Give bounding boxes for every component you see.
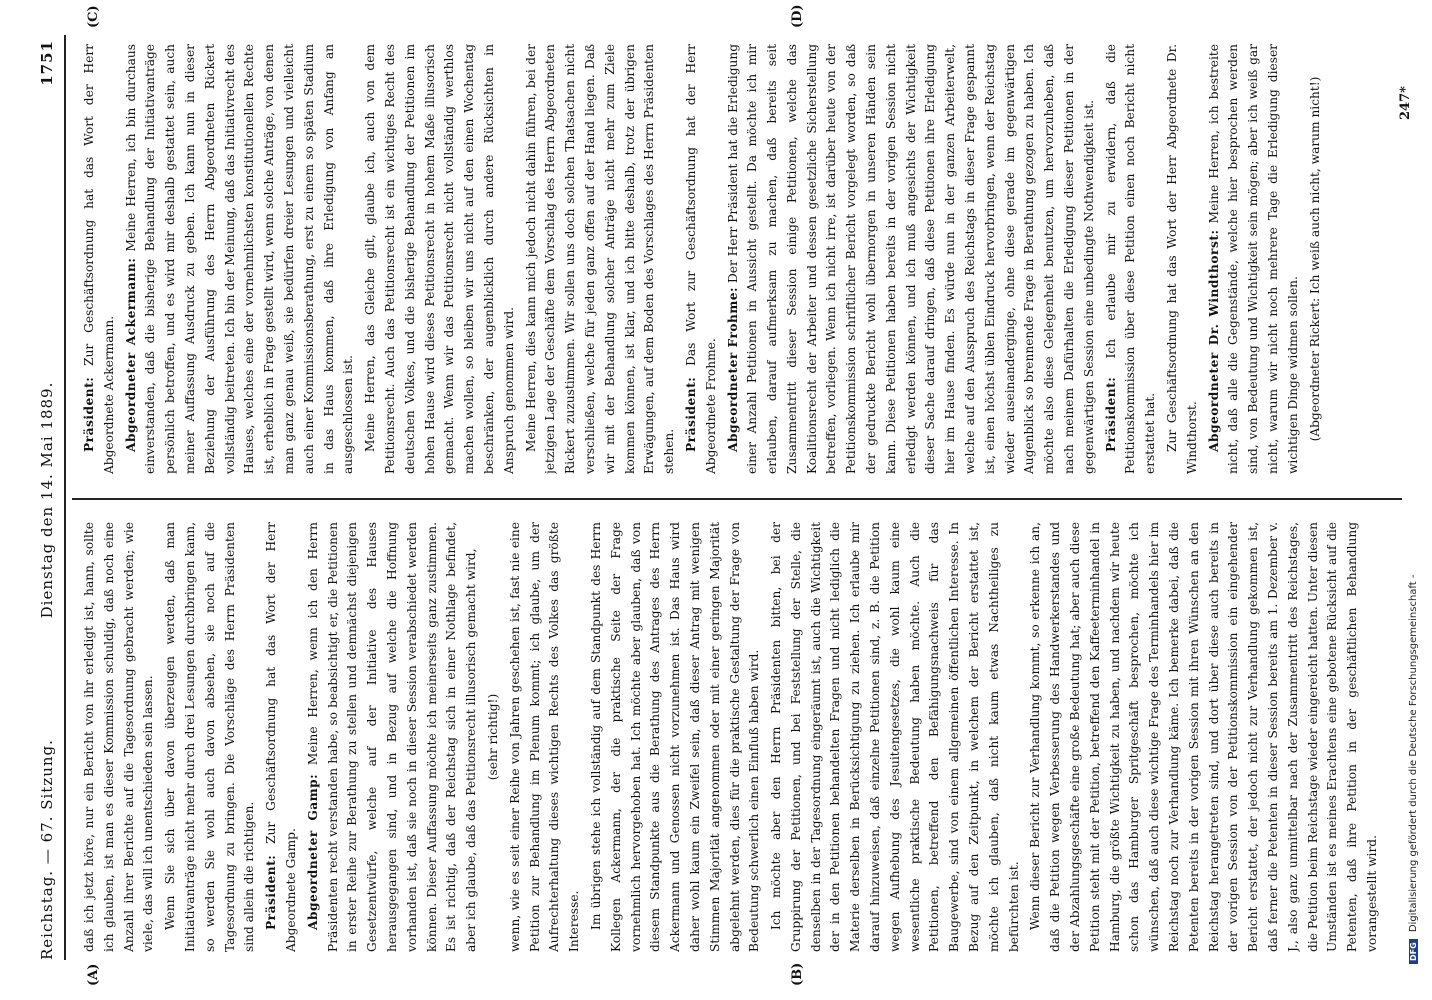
paragraph: daß ich jetzt höre, nur ein Bericht von ihr erledigt ist, hann, sollte ich glauben, ist man es dieser Kommission schuldig, daß noch eine Anzahl ihrer Berichte auf die Tagesordnung gebracht werden; wie viele, das will ich unentschieden sein lassen.: [82, 522, 156, 952]
paragraph: Abgeordneter Frohme: Der Herr Präsident hat die Erledigung einer Anzahl Petitionen in Aussicht gestellt. Da möchte ich mir erlauben, darauf aufmerksam zu machen, daß bereits seit Zusammentritt dieser Session einige Petitionen, welche das Koalitionsrecht der Arbeiter und dessen gesetzliche Sicherstellung betreffen, vorliegen. Wenn ich nicht irre, ist darüber heute von der Petitionskommission schriftlicher Bericht vorgelegt worden, so daß der gedruckte Bericht wohl übermorgen in unseren Händen sein kann. Diese Petitionen haben bereits in der vorigen Session nicht erledigt werden können, und ich muß angesichts der Wichtigkeit dieser Sache darauf dringen, daß diese Petitionen ihre Erledigung hier im Hause finden. Es würde nun in der ganzen Arbeiterwelt, welche auf den Ausspruch des Reichstags in dieser Frage gespannt ist, einen höchst üblen Eindruck hervorbringen, wenn der Reichstag wieder auseinanderginge, ohne diese gerade im gegenwärtigen Augenblick so brennende Frage in Berathung gezogen zu haben. Ich möchte also diese Gelegenheit benutzen, um hervorzuheben, daß nach meinem Dafürhalten die Erledigung dieser Petitionen in der gegenwärtigen Session eine unbedingte Nothwendigkeit ist.: [725, 44, 1096, 474]
speaker-label: Abgeordneter Frohme:: [725, 286, 740, 452]
paragraph: Abgeordneter Ackermann: Meine Herren, ich bin durchaus einverstanden, daß die bisherige Behandlung der Initiativanträge persönlich betroffen, und es wird mir deshalb gestattet sein, auch meiner Auffassung Ausdruck zu geben. Ich kann nun in dieser Beziehung der Ausführung des Herrn Abgeordneten Rickert vollständig beitreten. Ich bin der Meinung, daß das Initiativrecht des Hauses, welches eine der vornehmlichsten konstitutionellen Rechte ist, erheblich in Frage gestellt wird, wenn solche Anträge, von denen man ganz genau weiß, sie bedürfen dreier Lesungen und vielleicht auch einer Kommissionsberathung, erst zu einem so späten Stadium in das Haus kommen, daß ihre Erledigung von Anfang an ausgeschlossen ist.: [123, 44, 356, 474]
footer-number: 247*: [1398, 86, 1413, 120]
margin-marker-d: (D): [790, 4, 805, 28]
margin-marker-a: (A): [86, 963, 101, 986]
paragraph: Abgeordneter Dr. Windthorst: Meine Herren, ich bestreite nicht, daß alle die Gegenstände, welche hier besprochen werden sind, von Bedeutung und Wichtigkeit sein mögen; aber ich weiß gar nicht, warum wir nicht noch mehrere Tage die Erledigung dieser wichtigen Dinge widmen sollen.: [1206, 44, 1300, 474]
paragraph: Meine Herren, das Gleiche gilt, glaube ich, auch von dem Petitionsrecht. Auch das Petitionsrecht ist ein wichtiges Recht des deutschen Volkes, und die bisherige Behandlung der Petitionen im hohen Hause wird dieses Petitionsrecht in hohem Maße illusorisch gemacht. Wenn wir das Petitionsrecht nicht vollständig werthlos machen wollen, so bleiben wir uns nicht auf den einen Wochentag beschränken, der augenblicklich durch andere Rücksichten in Anspruch genommen wird.: [363, 44, 516, 474]
paragraph: wenn, wie es seit einer Reihe von Jahren geschehen ist, fast nie eine Petition zur Behandlung im Plenum kommt; ich glaube, um der Aufrechterhaltung dieses wichtigen Rechts des Volkes das größte Interesse.: [507, 522, 582, 952]
paragraph: Ich möchte aber den Herrn Präsidenten bitten, bei der Gruppirung der Petitionen, und bei Feststellung der Stelle, die denselben in der Tagesordnung eingeräumt ist, auch die Wichtigkeit der in den Petitionen behandelten Fragen und nicht lediglich die Materie derselben in Berücksichtigung zu ziehen. Ich erlaube mir darauf hinzuweisen, daß einzelne Petitionen sind, z. B. die Petition wegen Aufhebung des Jesuitengesetzes, die wohl kaum eine wesentliche praktische Bedeutung haben möchte. Auch die Petitionen, betreffend den Befähigungsnachweis für das Baugewerbe, sind von einem allgemeinen öffentlichen Interesse. In Bezug auf den Zeitpunkt, in welchem der Bericht erstattet ist, möchte ich glauben, daß nicht kaum etwas Nachtheiliges zu befürchten ist.: [769, 522, 1021, 952]
paragraph: Präsident: Zur Geschäftsordnung hat das Wort der Herr Abgeordnete Gamp.: [264, 522, 298, 952]
paragraph: Meine Herren, dies kann mich jedoch nicht dahin führen, bei der jetzigen Lage der Geschäfte dem Vorschlag des Herrn Abgeordneten Rickert zuzustimmen. Wir sollen uns doch solchen Thatsachen nicht verschließen, welche für jeden ganz offen auf der Hand liegen. Daß wir mit der Behandlung solcher Anträge nicht mehr zum Ziele kommen können, ist klar, und ich bitte deshalb, trotz der übrigen Erwägungen, auf dem Boden des Vorschlages des Herrn Präsidenten stehen.: [523, 44, 677, 474]
header-date: Dienstag den 14. Mai 1889.: [38, 381, 56, 619]
digitization-credit-text: Digitalisierung gefördert durch die Deutsche Forschungsgemeinschaft -: [1408, 574, 1419, 933]
interjection: (sehr richtig!): [485, 693, 500, 781]
paragraph: Abgeordneter Gamp: Meine Herren, wenn ich den Herrn Präsidenten recht verstanden habe, so beabsichtigt er, die Petitionen in erster Reihe zur Berathung zu stellen und demnächst diejenigen Gesetzentwürfe, welche auf der Initiative des Hauses herausgegangen sind, und in Bezug auf welche die Hoffnung vorhanden ist, daß sie noch in dieser Session verabschiedet werden können. Dieser Auffassung möchte ich meinerseits ganz zustimmen. Es ist richtig, daß der Reichstag sich in einer Nothlage befindet, aber ich glaube, daß das Petitionsrecht illusorisch gemacht wird,: [305, 522, 479, 952]
speaker-label: Präsident:: [683, 376, 698, 452]
speaker-label: Abgeordneter Gamp:: [305, 773, 320, 930]
margin-marker-b: (B): [790, 962, 805, 986]
digitization-credit: [1408, 24, 1426, 964]
speaker-label: Präsident:: [264, 854, 279, 930]
paragraph: Präsident: Ich erlaube mir zu erwidern, daß die Petitionskommission über diese Petition einen noch Bericht nicht erstattet hat.: [1103, 44, 1158, 474]
paragraph: Wenn dieser Bericht zur Verhandlung kommt, so erkenne ich an, daß die Petition wegen Verbesserung des Handwerkerstandes und der Abzahlungsgeschäfte eine große Bedeutung hat; aber auch diese Petition steht mit der Petition, betreffend den Kaffeeterminhandel in Hamburg, die größte Wichtigkeit zu haben, und nachdem wir heute schon das Hamburger Spritgeschäft besprochen, möchte ich wünschen, daß auch diese wichtige Frage des Terminhandels hier im Reichstag noch zur Verhandlung käme. Ich bemerke dabei, daß die Petenten bereits in der vorigen Session mit ihren Wünschen an den Reichstag herangetreten sind, und dort über diese auch bereits in der vorigen Session von der Petitionskommission ein eingehender Bericht erstattet, der jedoch nicht zur Verhandlung gekommen ist, daß ferner die Petenten in dieser Session bereits am 1. Dezember v. J., also ganz unmittelbar nach der Zusammentritt des Reichstages, die Petition beim Reichstage wieder eingereicht hatten. Unter diesen Umständen ist es meines Erachtens eine gebotene Rücksicht auf die Petenten, daß ihre Petition in der geschäftlichen Behandlung vorangestellt wird.: [1028, 522, 1379, 952]
speaker-label: Präsident:: [1103, 376, 1118, 452]
header-rule: [64, 35, 66, 960]
margin-marker-c: (C): [86, 5, 101, 28]
dfg-logo-badge: DFG: [1409, 939, 1418, 964]
speaker-label: Abgeordneter Ackermann:: [123, 257, 138, 452]
interjection: (Abgeordneter Rickert: Ich weiß auch nicht, warum nicht!): [1307, 76, 1322, 442]
page-header: [38, 40, 66, 960]
page-number: 1751: [38, 40, 56, 86]
paragraph: Im übrigen stehe ich vollständig auf dem Standpunkt des Herrn Kollegen Ackermann, der die praktische Seite der Frage vornehmlich hervorgehoben hat. Ich möchte aber glauben, daß von diesem Standpunkte aus die Berathung des Antrages des Herrn Ackermann und Genossen nicht vorzunehmen ist. Das Haus wird daher wohl kaum ein Zweifel sein, daß dieser Antrag mit wenigen Stimmen Majorität angenommen oder mit einer geringen Majorität abgelehnt werden, dies für die praktische Gestaltung der Frage von Bedeutung schwerlich einen Einfluß haben wird.: [588, 522, 762, 952]
speaker-label: Abgeordneter Dr. Windthorst:: [1206, 229, 1221, 452]
right-column: [80, 44, 1390, 474]
paragraph: Präsident: Das Wort zur Geschäftsordnung hat der Herr Abgeordnete Frohme.: [683, 44, 718, 474]
paragraph: Zur Geschäftsordnung hat das Wort der Herr Abgeordnete Dr. Windthorst.: [1165, 44, 1199, 474]
header-left: Reichstag. — 67. Sitzung.: [38, 739, 56, 960]
left-column: [80, 522, 1390, 952]
column-divider: [72, 498, 1402, 500]
paragraph: Präsident: Zur Geschäftsordnung hat das Wort der Herr Abgeordnete Ackermann.: [82, 44, 116, 474]
speaker-label: Präsident:: [82, 376, 96, 452]
paragraph: Wenn Sie sich über davon überzeugen werden, daß man Initiativanträge nicht mehr durch drei Lesungen durchbringen kann, so werden Sie wohl auch davon absehen, sie noch auf die Tagesordnung zu bringen. Die Vorschläge des Herrn Präsidenten sind allein die richtigen.: [163, 522, 257, 952]
